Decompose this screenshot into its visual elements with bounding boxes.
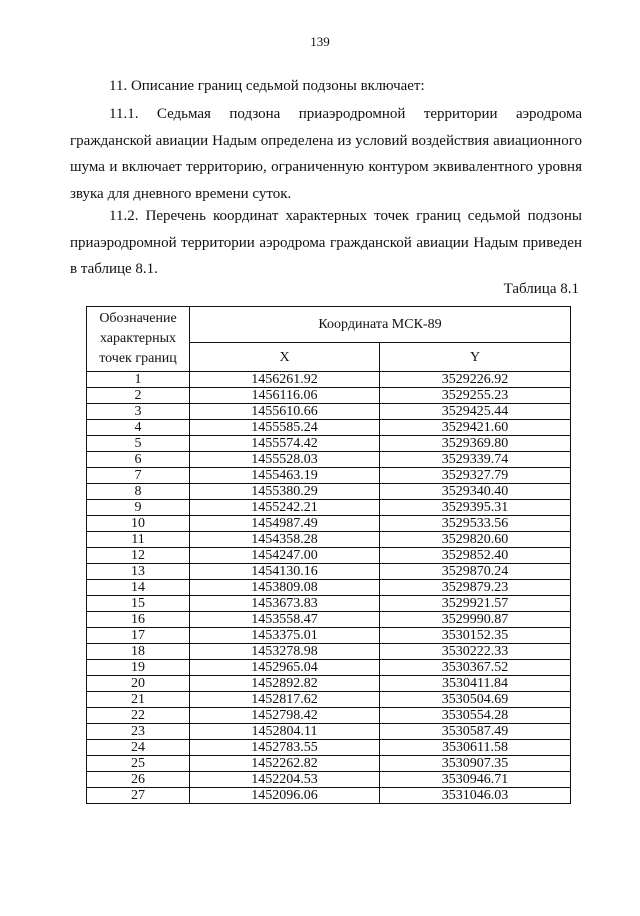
coord-x: 1452817.62 bbox=[190, 692, 380, 708]
table-row bbox=[87, 628, 571, 644]
table-row bbox=[87, 692, 571, 708]
point-number: 15 bbox=[87, 596, 190, 612]
table-row bbox=[87, 788, 571, 804]
point-number: 1 bbox=[87, 372, 190, 388]
coord-x: 1453375.01 bbox=[190, 628, 380, 644]
coord-y: 3529339.74 bbox=[380, 452, 571, 468]
coord-y: 3530946.71 bbox=[380, 772, 571, 788]
point-number: 8 bbox=[87, 484, 190, 500]
table-row bbox=[87, 388, 571, 404]
header-x: X bbox=[190, 343, 380, 372]
coord-x: 1452204.53 bbox=[190, 772, 380, 788]
point-number: 23 bbox=[87, 724, 190, 740]
page-number: 139 bbox=[310, 34, 330, 49]
coord-x: 1452783.55 bbox=[190, 740, 380, 756]
paragraph-11-2: 11.2. Перечень координат характерных точек границ седьмой подзоны приаэродромной территории аэродрома гражданской авиации Надым приведен в таблице 8.1. bbox=[70, 208, 582, 278]
coord-y: 3530554.28 bbox=[380, 708, 571, 724]
header-designation: Обозначение характерных точек границ bbox=[87, 307, 190, 372]
table-row bbox=[87, 580, 571, 596]
table-row bbox=[87, 548, 571, 564]
table-row bbox=[87, 708, 571, 724]
coord-x: 1455380.29 bbox=[190, 484, 380, 500]
table-caption: Таблица 8.1 bbox=[503, 281, 579, 297]
coord-y: 3530222.33 bbox=[380, 644, 571, 660]
coord-y: 3529395.31 bbox=[380, 500, 571, 516]
table-row bbox=[87, 644, 571, 660]
point-number: 9 bbox=[87, 500, 190, 516]
table-row bbox=[87, 372, 571, 388]
coord-y: 3529421.60 bbox=[380, 420, 571, 436]
coord-x: 1452262.82 bbox=[190, 756, 380, 772]
point-number: 6 bbox=[87, 452, 190, 468]
table-row bbox=[87, 468, 571, 484]
point-number: 22 bbox=[87, 708, 190, 724]
point-number: 13 bbox=[87, 564, 190, 580]
coord-x: 1452804.11 bbox=[190, 724, 380, 740]
coord-y: 3529369.80 bbox=[380, 436, 571, 452]
coord-y: 3529990.87 bbox=[380, 612, 571, 628]
coord-y: 3529820.60 bbox=[380, 532, 571, 548]
coord-x: 1453558.47 bbox=[190, 612, 380, 628]
coordinates-table bbox=[86, 306, 571, 804]
coord-y: 3530504.69 bbox=[380, 692, 571, 708]
coord-x: 1453278.98 bbox=[190, 644, 380, 660]
table-body bbox=[87, 372, 571, 804]
coord-y: 3530152.35 bbox=[380, 628, 571, 644]
table-row bbox=[87, 500, 571, 516]
point-number: 21 bbox=[87, 692, 190, 708]
coord-y: 3529255.23 bbox=[380, 388, 571, 404]
table-row bbox=[87, 436, 571, 452]
header-y: Y bbox=[380, 343, 571, 372]
point-number: 7 bbox=[87, 468, 190, 484]
point-number: 25 bbox=[87, 756, 190, 772]
coord-x: 1454247.00 bbox=[190, 548, 380, 564]
coord-x: 1455610.66 bbox=[190, 404, 380, 420]
table-row bbox=[87, 532, 571, 548]
point-number: 14 bbox=[87, 580, 190, 596]
coord-x: 1452096.06 bbox=[190, 788, 380, 804]
coord-y: 3529879.23 bbox=[380, 580, 571, 596]
coord-y: 3529340.40 bbox=[380, 484, 571, 500]
coord-x: 1455585.24 bbox=[190, 420, 380, 436]
coord-x: 1454358.28 bbox=[190, 532, 380, 548]
point-number: 10 bbox=[87, 516, 190, 532]
coord-y: 3529425.44 bbox=[380, 404, 571, 420]
point-number: 19 bbox=[87, 660, 190, 676]
point-number: 26 bbox=[87, 772, 190, 788]
coord-y: 3529226.92 bbox=[380, 372, 571, 388]
point-number: 20 bbox=[87, 676, 190, 692]
coord-x: 1456261.92 bbox=[190, 372, 380, 388]
table-row bbox=[87, 404, 571, 420]
table-row bbox=[87, 660, 571, 676]
coord-y: 3529533.56 bbox=[380, 516, 571, 532]
coord-x: 1455463.19 bbox=[190, 468, 380, 484]
point-number: 2 bbox=[87, 388, 190, 404]
coord-y: 3529921.57 bbox=[380, 596, 571, 612]
coord-y: 3529870.24 bbox=[380, 564, 571, 580]
coord-y: 3530907.35 bbox=[380, 756, 571, 772]
table-row bbox=[87, 484, 571, 500]
point-number: 16 bbox=[87, 612, 190, 628]
header-coordinate: Координата МСК-89 bbox=[190, 307, 571, 343]
coord-x: 1453673.83 bbox=[190, 596, 380, 612]
table-row bbox=[87, 612, 571, 628]
table-row bbox=[87, 564, 571, 580]
table-row bbox=[87, 420, 571, 436]
table-row bbox=[87, 676, 571, 692]
coord-x: 1455528.03 bbox=[190, 452, 380, 468]
point-number: 17 bbox=[87, 628, 190, 644]
coord-y: 3530367.52 bbox=[380, 660, 571, 676]
coord-x: 1455242.21 bbox=[190, 500, 380, 516]
coord-y: 3529852.40 bbox=[380, 548, 571, 564]
table-row bbox=[87, 452, 571, 468]
coord-y: 3531046.03 bbox=[380, 788, 571, 804]
coord-x: 1452892.82 bbox=[190, 676, 380, 692]
point-number: 11 bbox=[87, 532, 190, 548]
coord-x: 1452965.04 bbox=[190, 660, 380, 676]
coord-y: 3530411.84 bbox=[380, 676, 571, 692]
point-number: 4 bbox=[87, 420, 190, 436]
table-row bbox=[87, 772, 571, 788]
coord-x: 1453809.08 bbox=[190, 580, 380, 596]
table-row bbox=[87, 596, 571, 612]
coord-x: 1454130.16 bbox=[190, 564, 380, 580]
paragraph-11: 11. Описание границ седьмой подзоны включает: bbox=[109, 78, 425, 94]
coord-x: 1456116.06 bbox=[190, 388, 380, 404]
coord-y: 3530587.49 bbox=[380, 724, 571, 740]
table-row bbox=[87, 724, 571, 740]
point-number: 18 bbox=[87, 644, 190, 660]
coord-x: 1454987.49 bbox=[190, 516, 380, 532]
coord-x: 1455574.42 bbox=[190, 436, 380, 452]
point-number: 27 bbox=[87, 788, 190, 804]
point-number: 12 bbox=[87, 548, 190, 564]
table-row bbox=[87, 740, 571, 756]
point-number: 5 bbox=[87, 436, 190, 452]
paragraph-11-1: 11.1. Седьмая подзона приаэродромной территории аэродрома гражданской авиации Надым определена из условий воздействия авиационного шума и включает территорию, ограниченную контуром эквивалентного уровня звука для дневного времени суток. bbox=[70, 106, 582, 202]
table-row bbox=[87, 756, 571, 772]
coord-y: 3530611.58 bbox=[380, 740, 571, 756]
coord-x: 1452798.42 bbox=[190, 708, 380, 724]
coord-y: 3529327.79 bbox=[380, 468, 571, 484]
table-row bbox=[87, 516, 571, 532]
point-number: 24 bbox=[87, 740, 190, 756]
point-number: 3 bbox=[87, 404, 190, 420]
